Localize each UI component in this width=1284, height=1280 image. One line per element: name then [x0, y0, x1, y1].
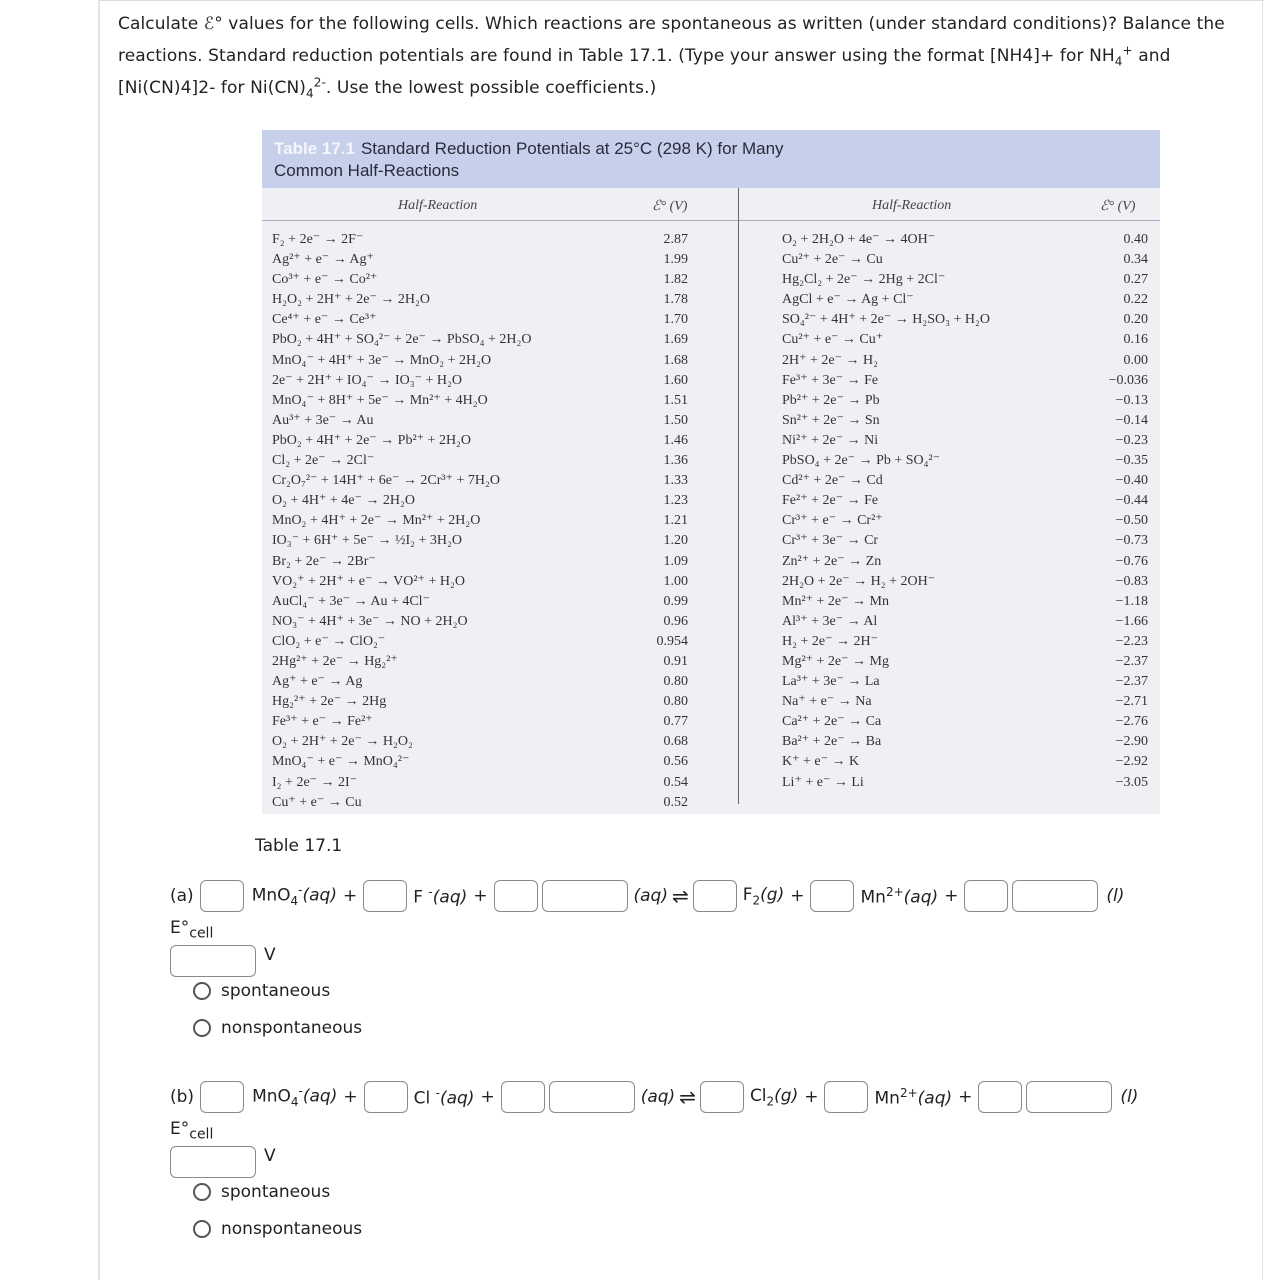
half-reaction: Co³⁺ + e⁻ → Co²⁺: [272, 272, 378, 288]
ecell-symbol: E°: [170, 918, 190, 938]
potential-value: −2.37: [1115, 653, 1148, 669]
reduction-potentials-table: [262, 130, 1160, 814]
plus-sign: +: [480, 1087, 495, 1107]
coef-product3-input[interactable]: [978, 1081, 1022, 1113]
unit-label: V: [264, 1146, 276, 1166]
radio-label: nonspontaneous: [221, 1219, 363, 1239]
radio-circle-icon[interactable]: [193, 1019, 211, 1037]
species-mn2: $Mn^{2+}(aq)$: [874, 1085, 953, 1109]
potential-value: −0.13: [1115, 392, 1148, 408]
instructions-text: [Ni(CN)4]2- for Ni(CN): [118, 78, 306, 98]
species-mno4: MnO$_4$-(aq): [251, 883, 337, 909]
potential-value: 0.00: [1123, 352, 1148, 368]
half-reaction: H₂O₂ + 2H⁺ + 2e⁻ → 2H₂O: [272, 292, 430, 308]
potential-value: 1.50: [663, 412, 688, 428]
half-reaction: Cr₂O₇²⁻ + 14H⁺ + 6e⁻ → 2Cr³⁺ + 7H₂O: [272, 473, 500, 489]
potential-value: 0.16: [1123, 332, 1148, 348]
half-reaction: Fe²⁺ + 2e⁻ → Fe: [782, 493, 879, 509]
instructions-line-2: [118, 40, 1248, 72]
radio-label: spontaneous: [221, 1182, 331, 1202]
potential-value: 0.34: [1123, 252, 1148, 268]
radio-nonspontaneous-b[interactable]: [193, 1219, 362, 1239]
potential-value: 0.96: [663, 613, 688, 629]
instructions-line-3: [118, 72, 1248, 104]
potential-value: 1.00: [663, 573, 688, 589]
equation-b: [170, 1080, 1138, 1114]
superscript: -: [428, 884, 433, 899]
potential-value: 1.20: [663, 533, 688, 549]
superscript: +: [1122, 43, 1133, 58]
coef-mno4-input[interactable]: [200, 1081, 244, 1113]
half-reaction: Ag⁺ + e⁻ → Ag: [272, 674, 363, 690]
potential-value: 0.27: [1123, 272, 1148, 288]
phase-label: (aq): [903, 887, 939, 908]
potential-value: 0.99: [663, 593, 688, 609]
column-divider: [738, 188, 739, 804]
potential-value: 0.52: [663, 794, 688, 810]
question-instructions: [118, 8, 1248, 104]
coef-reactant3-input[interactable]: [501, 1081, 545, 1113]
instructions-line-1: Calculate ℰ° values for the following cells. Which reactions are spontaneous as written (under standard conditions)? Balance the: [118, 14, 1225, 34]
potential-value: 1.69: [663, 332, 688, 348]
table-number: Table 17.1: [274, 139, 355, 158]
content-frame-right: [1262, 0, 1263, 1280]
header-divider: [262, 220, 1160, 221]
equilibrium-arrow: ⇌: [679, 1085, 696, 1109]
half-reaction: Cu²⁺ + e⁻ → Cu⁺: [782, 332, 884, 348]
half-reaction: Zn²⁺ + 2e⁻ → Zn: [782, 553, 882, 569]
potential-value: 0.54: [663, 774, 688, 790]
potential-value: 0.40: [1123, 232, 1148, 247]
phase-label: (l): [1106, 886, 1125, 906]
superscript: 2+: [899, 1085, 918, 1100]
potential-value: −0.35: [1115, 453, 1148, 469]
half-reaction: Cu²⁺ + 2e⁻ → Cu: [782, 252, 883, 268]
superscript: -: [435, 1085, 440, 1100]
half-reaction: IO₃⁻ + 6H⁺ + 5e⁻ → ½I₂ + 3H₂O: [272, 533, 462, 549]
coef-f-input[interactable]: [363, 880, 407, 912]
table-title-text: Standard Reduction Potentials at 25°C (298 K) for Many: [360, 139, 784, 158]
ecell-input-a[interactable]: [170, 945, 256, 977]
phase-label: (g): [774, 1085, 799, 1106]
plus-sign: +: [473, 886, 488, 906]
half-reaction: Cl₂ + 2e⁻ → 2Cl⁻: [272, 453, 375, 469]
half-reaction: F₂ + 2e⁻ → 2F⁻: [272, 232, 364, 247]
coef-reactant3-input[interactable]: [494, 880, 538, 912]
superscript: 2+: [885, 884, 904, 899]
ecell-label-b: [170, 1119, 213, 1142]
half-reaction: Cr³⁺ + 3e⁻ → Cr: [782, 533, 879, 549]
col-header-half-reaction-left: Half-Reaction: [398, 198, 478, 213]
potential-value: 1.09: [663, 553, 688, 569]
potential-value: −0.73: [1115, 533, 1148, 549]
species-product3-input[interactable]: [1012, 880, 1098, 912]
ecell-input-b[interactable]: [170, 1146, 256, 1178]
potential-value: −2.90: [1115, 734, 1148, 750]
potential-value: 1.33: [663, 473, 688, 489]
radio-spontaneous-b[interactable]: [193, 1182, 330, 1202]
ecell-row-b: [170, 1146, 276, 1178]
phase-label: (aq): [302, 1087, 338, 1108]
potential-value: 0.22: [1123, 292, 1148, 308]
potential-value: −0.14: [1115, 412, 1148, 428]
radio-circle-icon[interactable]: [193, 1183, 211, 1201]
table-title-text-2: Common Half-Reactions: [274, 161, 460, 180]
species-reactant3-input[interactable]: [549, 1081, 635, 1113]
potential-value: −2.71: [1115, 694, 1148, 710]
half-reaction: Hg₂Cl₂ + 2e⁻ → 2Hg + 2Cl⁻: [782, 272, 946, 288]
phase-label: (aq): [439, 1088, 475, 1109]
phase-label: (l): [1120, 1087, 1139, 1107]
ecell-label-a: [170, 918, 213, 941]
species-product3-input[interactable]: [1026, 1081, 1112, 1113]
phase-label: (aq): [432, 887, 468, 908]
part-label-a: (a): [170, 886, 194, 906]
half-reaction: 2e⁻ + 2H⁺ + IO₄⁻ → IO₃⁻ + H₂O: [272, 372, 462, 388]
half-reaction: Ca²⁺ + 2e⁻ → Ca: [782, 714, 882, 730]
unit-label: V: [264, 945, 276, 965]
potential-value: 1.60: [663, 372, 688, 388]
half-reaction: Na⁺ + e⁻ → Na: [782, 694, 872, 710]
content-frame-left: [98, 0, 100, 1280]
half-reaction: Hg₂²⁺ + 2e⁻ → 2Hg: [272, 694, 387, 710]
half-reaction: MnO₄⁻ + 4H⁺ + 3e⁻ → MnO₂ + 2H₂O: [272, 352, 492, 368]
potential-value: −0.50: [1115, 513, 1148, 529]
part-label-b: (b): [170, 1087, 195, 1107]
half-reaction: NO₃⁻ + 4H⁺ + 3e⁻ → NO + 2H₂O: [272, 613, 468, 629]
potential-value: 0.20: [1123, 312, 1148, 328]
potential-value: −2.23: [1115, 633, 1148, 649]
plus-sign: +: [343, 1087, 358, 1107]
half-reaction: Sn²⁺ + 2e⁻ → Sn: [782, 412, 880, 428]
superscript: -: [298, 883, 303, 898]
subscript: 2: [766, 1094, 775, 1109]
potential-value: 0.77: [663, 714, 688, 730]
coef-f2-input[interactable]: [693, 880, 737, 912]
equilibrium-arrow: ⇌: [671, 884, 689, 908]
half-reaction: Au³⁺ + 3e⁻ → Au: [272, 412, 374, 428]
half-reaction: Li⁺ + e⁻ → Li: [782, 774, 864, 790]
potential-value: 0.80: [663, 694, 688, 710]
potential-value: −0.83: [1115, 573, 1148, 589]
superscript: 2-: [313, 75, 326, 90]
half-reaction: SO₄²⁻ + 4H⁺ + 2e⁻ → H₂SO₃ + H₂O: [782, 312, 991, 328]
coef-mn-input[interactable]: [810, 880, 854, 912]
instructions-text: reactions. Standard reduction potentials are found in Table 17.1. (Type your answer using the format [NH4]+ for NH: [118, 46, 1115, 66]
species-f2: $F_2(g)$: [742, 884, 785, 908]
half-reaction: Pb²⁺ + 2e⁻ → Pb: [782, 392, 880, 408]
potential-value: 1.46: [663, 432, 688, 448]
potential-value: −0.23: [1115, 432, 1148, 448]
instructions-text: . Use the lowest possible coefficients.): [325, 78, 657, 98]
radio-label: spontaneous: [221, 981, 331, 1001]
half-reaction: Fe³⁺ + 3e⁻ → Fe: [782, 372, 879, 388]
half-reaction: Mn²⁺ + 2e⁻ → Mn: [782, 593, 889, 609]
col-header-half-reaction-right: Half-Reaction: [872, 198, 952, 213]
half-reaction: MnO₂ + 4H⁺ + 2e⁻ → Mn²⁺ + 2H₂O: [272, 513, 481, 529]
radio-spontaneous-a[interactable]: [193, 981, 330, 1001]
potential-value: −2.37: [1115, 674, 1148, 690]
potential-value: −0.76: [1115, 553, 1148, 569]
phase-label: (aq): [917, 1088, 953, 1109]
coef-product3-input[interactable]: [964, 880, 1008, 912]
coef-cl2-input[interactable]: [700, 1081, 744, 1113]
half-reaction: La³⁺ + 3e⁻ → La: [782, 674, 880, 690]
half-reaction: MnO₄⁻ + e⁻ → MnO₄²⁻: [272, 754, 410, 770]
potential-value: −2.76: [1115, 714, 1148, 730]
potential-value: 0.91: [663, 653, 688, 669]
half-reaction: MnO₄⁻ + 8H⁺ + 5e⁻ → Mn²⁺ + 4H₂O: [272, 392, 488, 408]
potential-value: 0.80: [663, 674, 688, 690]
species-cl: Cl -(aq): [413, 1085, 475, 1109]
species-mno4: MnO$_4$-(aq): [252, 1084, 338, 1110]
right-potentials: [1102, 230, 1148, 793]
col-header-potential-right: ℰ° (V): [1100, 199, 1136, 214]
table-caption: Table 17.1: [255, 836, 343, 856]
half-reaction: K⁺ + e⁻ → K: [782, 754, 860, 770]
coef-mn-input[interactable]: [824, 1081, 868, 1113]
plus-sign: +: [958, 1087, 973, 1107]
half-reaction: PbO₂ + 4H⁺ + 2e⁻ → Pb²⁺ + 2H₂O: [272, 432, 472, 448]
subscript: 4: [290, 894, 299, 909]
plus-sign: +: [944, 886, 959, 906]
half-reaction: Fe³⁺ + e⁻ → Fe²⁺: [272, 714, 373, 730]
half-reaction: Cr³⁺ + e⁻ → Cr²⁺: [782, 513, 883, 529]
superscript: -: [298, 1084, 303, 1099]
radio-circle-icon[interactable]: [193, 982, 211, 1000]
plus-sign: +: [804, 1087, 819, 1107]
potential-value: −2.92: [1115, 754, 1148, 770]
half-reaction: Ba²⁺ + 2e⁻ → Ba: [782, 734, 882, 750]
subscript: 4: [1114, 54, 1123, 69]
potential-value: 1.21: [663, 513, 688, 529]
right-half-reactions: [782, 230, 990, 793]
half-reaction: Cu⁺ + e⁻ → Cu: [272, 794, 362, 810]
potential-value: −3.05: [1115, 774, 1148, 790]
half-reaction: Mg²⁺ + 2e⁻ → Mg: [782, 653, 889, 669]
potential-value: 1.78: [663, 292, 688, 308]
half-reaction: O₂ + 4H⁺ + 4e⁻ → 2H₂O: [272, 493, 415, 509]
phase-label: (aq): [633, 886, 668, 906]
half-reaction: O₂ + 2H₂O + 4e⁻ → 4OH⁻: [782, 232, 936, 247]
potential-value: 1.51: [663, 392, 688, 408]
equation-a: [170, 879, 1124, 913]
potential-value: 1.68: [663, 352, 688, 368]
plus-sign: +: [790, 886, 805, 906]
half-reaction: VO₂⁺ + 2H⁺ + e⁻ → VO²⁺ + H₂O: [272, 573, 465, 589]
table-title: [262, 130, 1160, 188]
half-reaction: PbO₂ + 4H⁺ + SO₄²⁻ + 2e⁻ → PbSO₄ + 2H₂O: [272, 332, 532, 348]
half-reaction: ClO₂ + e⁻ → ClO₂⁻: [272, 633, 386, 649]
half-reaction: 2Hg²⁺ + 2e⁻ → Hg₂²⁺: [272, 653, 398, 669]
left-potentials: [652, 230, 688, 813]
half-reaction: 2H⁺ + 2e⁻ → H₂: [782, 352, 878, 368]
radio-nonspontaneous-a[interactable]: [193, 1018, 362, 1038]
potential-value: 2.87: [663, 232, 688, 247]
half-reaction: Ni²⁺ + 2e⁻ → Ni: [782, 432, 879, 448]
subscript: 4: [306, 86, 314, 101]
plus-sign: +: [342, 886, 358, 906]
phase-label: (aq): [302, 886, 337, 907]
left-half-reactions: [272, 230, 532, 813]
instructions-text: and: [1132, 46, 1171, 66]
half-reaction: AuCl₄⁻ + 3e⁻ → Au + 4Cl⁻: [272, 593, 430, 609]
potential-value: −0.40: [1115, 473, 1148, 489]
coef-mno4-input[interactable]: [200, 880, 244, 912]
radio-circle-icon[interactable]: [193, 1220, 211, 1238]
ecell-row-a: [170, 945, 276, 977]
species-reactant3-input[interactable]: [542, 880, 628, 912]
half-reaction: O₂ + 2H⁺ + 2e⁻ → H₂O₂: [272, 734, 413, 750]
species-f: F -(aq): [413, 884, 468, 908]
subscript: 4: [290, 1095, 299, 1110]
potential-value: 1.23: [663, 493, 688, 509]
potential-value: 0.56: [663, 754, 688, 770]
potential-value: 1.82: [663, 272, 688, 288]
half-reaction: 2H₂O + 2e⁻ → H₂ + 2OH⁻: [782, 573, 936, 589]
potential-value: −1.18: [1115, 593, 1148, 609]
ecell-symbol: E°: [170, 1119, 190, 1139]
half-reaction: AgCl + e⁻ → Ag + Cl⁻: [782, 292, 914, 308]
top-rule: [98, 0, 1264, 1]
half-reaction: Ag²⁺ + e⁻ → Ag⁺: [272, 252, 374, 268]
phase-label: (aq): [640, 1087, 676, 1107]
potential-value: 0.954: [656, 633, 688, 649]
ecell-subscript: cell: [189, 925, 214, 942]
potential-value: −1.66: [1115, 613, 1148, 629]
radio-label: nonspontaneous: [221, 1018, 363, 1038]
half-reaction: Br₂ + 2e⁻ → 2Br⁻: [272, 553, 376, 569]
ecell-subscript: cell: [189, 1126, 214, 1143]
coef-cl-input[interactable]: [364, 1081, 408, 1113]
phase-label: (g): [760, 884, 785, 905]
potential-value: 1.36: [663, 453, 688, 469]
subscript: 2: [752, 893, 761, 908]
species-cl2: $Cl_2(g)$: [749, 1085, 799, 1109]
half-reaction: Cd²⁺ + 2e⁻ → Cd: [782, 473, 883, 489]
potential-value: 1.99: [663, 252, 688, 268]
half-reaction: H₂ + 2e⁻ → 2H⁻: [782, 633, 878, 649]
potential-value: −0.44: [1115, 493, 1148, 509]
species-mn2: $Mn^{2+}(aq)$: [860, 884, 939, 908]
col-header-potential-left: ℰ° (V): [652, 199, 688, 214]
half-reaction: I₂ + 2e⁻ → 2I⁻: [272, 774, 358, 790]
half-reaction: PbSO₄ + 2e⁻ → Pb + SO₄²⁻: [782, 453, 941, 469]
potential-value: −0.036: [1108, 372, 1148, 388]
potential-value: 0.68: [663, 734, 688, 750]
potential-value: 1.70: [663, 312, 688, 328]
half-reaction: Ce⁴⁺ + e⁻ → Ce³⁺: [272, 312, 377, 328]
half-reaction: Al³⁺ + 3e⁻ → Al: [782, 613, 878, 629]
